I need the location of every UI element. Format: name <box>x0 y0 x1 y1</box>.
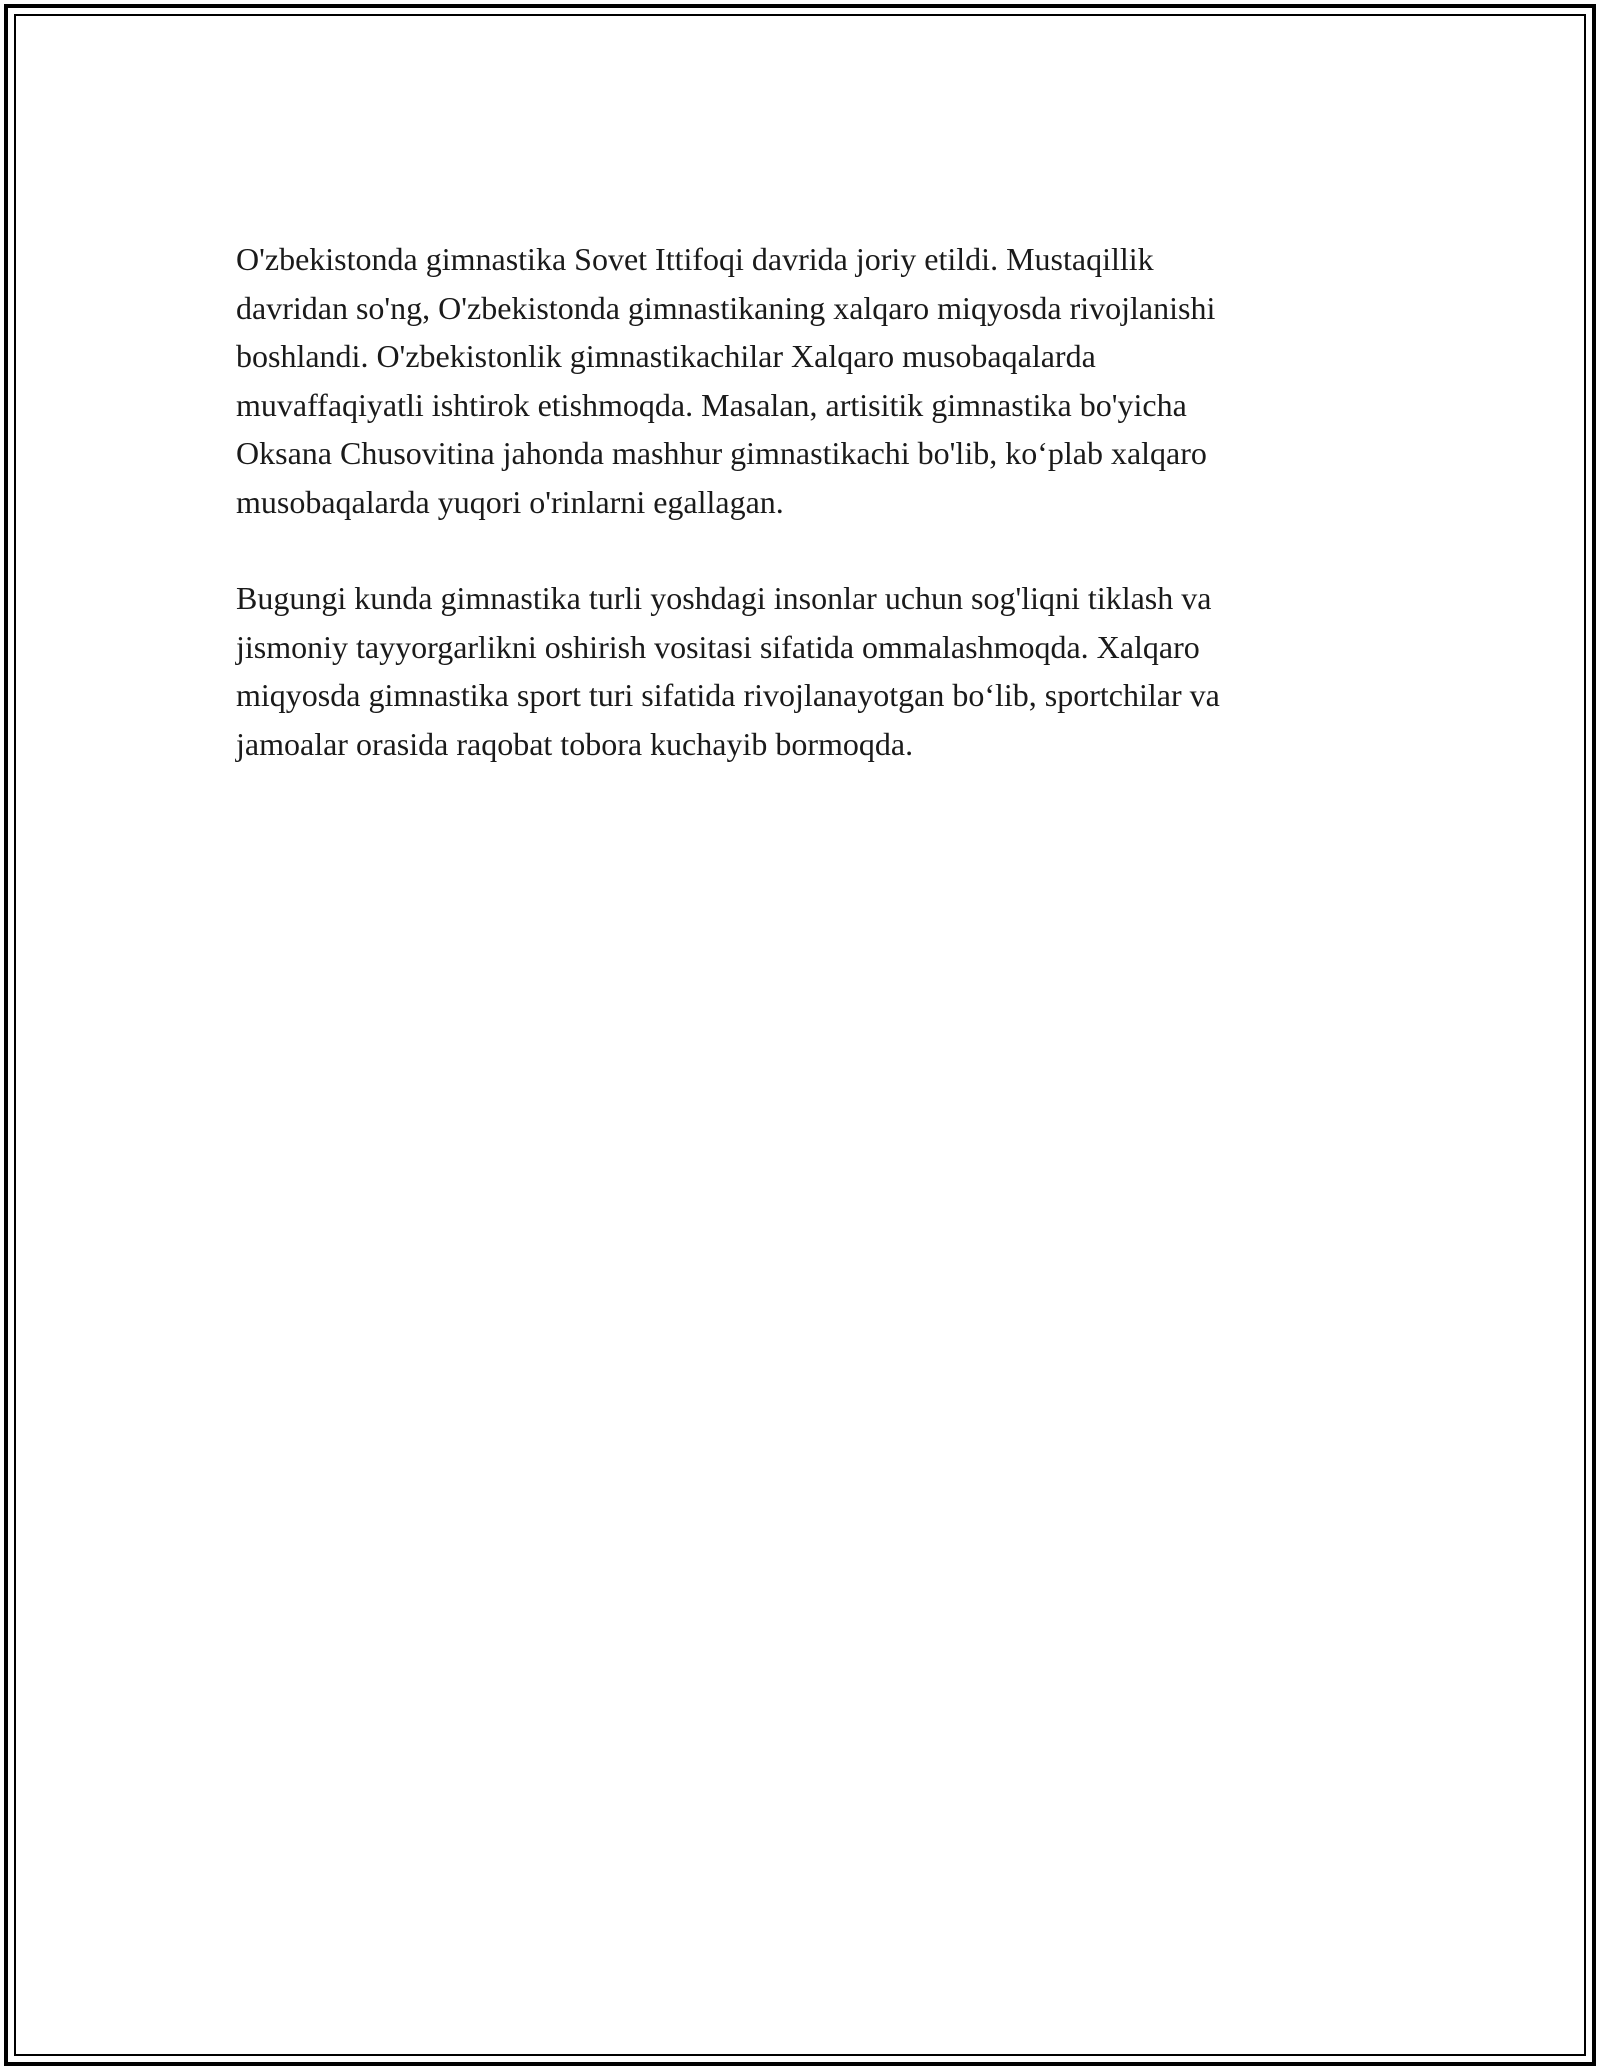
paragraph-line: musobaqalarda yuqori o'rinlarni egallagan. <box>236 483 784 520</box>
paragraph-line: miqyosda gimnastika sport turi sifatida rivojlanayotgan bo‘lib, sportchilar va <box>236 677 1220 713</box>
paragraph-line: Oksana Chusovitina jahonda mashhur gimnastikachi bo'lib, ko‘plab xalqaro <box>236 435 1207 471</box>
document-body <box>236 235 1386 816</box>
paragraph-line: boshlandi. O'zbekistonlik gimnastikachilar Xalqaro musobaqalarda <box>236 338 1096 374</box>
paragraph-line: O'zbekistonda gimnastika Sovet Ittifoqi davrida joriy etildi. Mustaqillik <box>236 241 1154 277</box>
paragraph-2 <box>236 574 1386 768</box>
paragraph-line: davridan so'ng, O'zbekistonda gimnastikaning xalqaro miqyosda rivojlanishi <box>236 289 1216 326</box>
paragraph-line: jamoalar orasida raqobat tobora kuchayib bormoqda. <box>236 725 914 762</box>
paragraph-line: jismoniy tayyorgarlikni oshirish vositasi sifatida ommalashmoqda. Xalqaro <box>236 628 1200 665</box>
paragraph-line: muvaffaqiyatli ishtirok etishmoqda. Masalan, artisitik gimnastika bo'yicha <box>236 386 1187 423</box>
paragraph-1 <box>236 235 1386 526</box>
paragraph-line: Bugungi kunda gimnastika turli yoshdagi insonlar uchun sog'liqni tiklash va <box>236 580 1212 616</box>
